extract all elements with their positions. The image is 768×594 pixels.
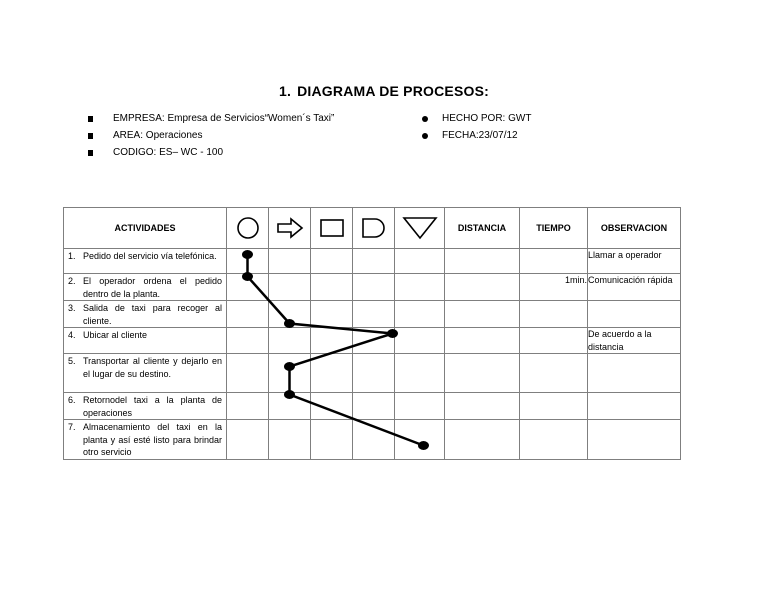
activity-text: Pedido del servicio vía telefónica. [83, 251, 217, 261]
storage-triangle-icon [402, 216, 438, 240]
operation-circle-icon [236, 216, 260, 240]
symbol-cell [353, 249, 395, 274]
symbol-cell [227, 301, 269, 328]
info-item-empresa [88, 110, 334, 127]
info-text: EMPRESA: Empresa de Servicios“Women´s Taxi” [113, 113, 335, 124]
activity-cell [64, 328, 227, 354]
round-bullet-icon [422, 116, 428, 122]
symbol-cell [395, 393, 445, 420]
symbol-cell [269, 420, 311, 460]
distancia-cell [445, 249, 520, 274]
symbol-cell [353, 354, 395, 393]
symbol-cell [227, 393, 269, 420]
symbol-cell [227, 420, 269, 460]
tiempo-cell [520, 328, 588, 354]
tiempo-cell [520, 249, 588, 274]
symbol-cell [227, 328, 269, 354]
symbol-cell [395, 249, 445, 274]
symbol-cell [311, 274, 353, 301]
activity-number: 2. [68, 276, 76, 286]
distancia-cell [445, 328, 520, 354]
header-storage [395, 208, 445, 249]
table-row [64, 301, 681, 328]
table-row [64, 354, 681, 393]
tiempo-cell [520, 420, 588, 460]
symbol-cell [353, 274, 395, 301]
title-text: DIAGRAMA DE PROCESOS: [297, 83, 489, 99]
activity-number: 4. [68, 330, 76, 340]
header-operation [227, 208, 269, 249]
observacion-cell: Llamar a operador [588, 249, 681, 274]
info-list-left [88, 110, 334, 161]
symbol-cell [311, 393, 353, 420]
distancia-cell [445, 354, 520, 393]
distancia-cell [445, 420, 520, 460]
info-item-hecho-por [422, 110, 531, 127]
activity-text: Salida de taxi para recoger al cliente. [83, 303, 222, 326]
info-item-fecha [422, 127, 531, 144]
title-number: 1. [279, 83, 292, 99]
activity-text: El operador ordena el pedido dentro de la planta. [83, 276, 222, 299]
activity-number: 5. [68, 356, 76, 366]
header-delay [353, 208, 395, 249]
symbol-cell [353, 420, 395, 460]
tiempo-cell [520, 354, 588, 393]
header-row [64, 208, 681, 249]
info-list-right [422, 110, 531, 144]
symbol-cell [395, 354, 445, 393]
symbol-cell [227, 249, 269, 274]
header-observacion: OBSERVACION [588, 208, 681, 249]
distancia-cell [445, 393, 520, 420]
symbol-cell [353, 328, 395, 354]
inspection-square-icon [319, 218, 345, 238]
table-row [64, 393, 681, 420]
symbol-cell [269, 301, 311, 328]
header-distancia: DISTANCIA [445, 208, 520, 249]
activity-cell [64, 354, 227, 393]
symbol-cell [395, 274, 445, 301]
info-text: AREA: Operaciones [113, 130, 203, 141]
symbol-cell [269, 354, 311, 393]
observacion-cell [588, 301, 681, 328]
distancia-cell [445, 274, 520, 301]
table-row [64, 420, 681, 460]
activity-number: 6. [68, 395, 76, 405]
tiempo-cell [520, 393, 588, 420]
table-row [64, 328, 681, 354]
info-text: FECHA:23/07/12 [442, 130, 518, 141]
activity-text: Ubicar al cliente [83, 330, 148, 340]
symbol-cell [311, 301, 353, 328]
symbol-cell [395, 328, 445, 354]
observacion-cell [588, 393, 681, 420]
activity-number: 3. [68, 303, 76, 313]
symbol-cell [395, 301, 445, 328]
activity-cell [64, 249, 227, 274]
delay-d-icon [361, 217, 387, 239]
observacion-cell [588, 420, 681, 460]
square-bullet-icon [88, 133, 93, 139]
header-transport [269, 208, 311, 249]
square-bullet-icon [88, 116, 93, 122]
activity-cell [64, 420, 227, 460]
table-row [64, 274, 681, 301]
activity-cell [64, 274, 227, 301]
symbol-cell [353, 393, 395, 420]
symbol-cell [311, 354, 353, 393]
header-inspection [311, 208, 353, 249]
activity-number: 7. [68, 422, 76, 432]
activity-number: 1. [68, 251, 76, 261]
symbol-cell [395, 420, 445, 460]
info-item-codigo [88, 144, 334, 161]
table-row [64, 249, 681, 274]
symbol-cell [353, 301, 395, 328]
observacion-cell [588, 354, 681, 393]
info-text: HECHO POR: GWT [442, 113, 532, 124]
transport-arrow-icon [276, 217, 304, 239]
symbol-cell [269, 249, 311, 274]
symbol-cell [311, 328, 353, 354]
observacion-cell: De acuerdo a la distancia [588, 328, 681, 354]
activity-text: Retornodel taxi a la planta de operaciones [83, 395, 222, 418]
symbol-cell [269, 393, 311, 420]
symbol-cell [269, 328, 311, 354]
process-table [63, 207, 681, 460]
activity-text: Transportar al cliente y dejarlo en el lugar de su destino. [83, 356, 222, 379]
header-tiempo: TIEMPO [520, 208, 588, 249]
tiempo-cell [520, 301, 588, 328]
info-item-area [88, 127, 334, 144]
square-bullet-icon [88, 150, 93, 156]
round-bullet-icon [422, 133, 428, 139]
distancia-cell [445, 301, 520, 328]
symbol-cell [269, 274, 311, 301]
activity-text: Almacenamiento del taxi en la planta y así esté listo para brindar otro servicio [83, 422, 222, 457]
page-title [0, 83, 768, 99]
header-actividades: ACTIVIDADES [64, 208, 227, 249]
observacion-cell: Comunicación rápida [588, 274, 681, 301]
activity-cell [64, 393, 227, 420]
info-text: CODIGO: ES– WC - 100 [113, 147, 224, 158]
symbol-cell [311, 249, 353, 274]
activity-cell [64, 301, 227, 328]
symbol-cell [311, 420, 353, 460]
symbol-cell [227, 354, 269, 393]
symbol-cell [227, 274, 269, 301]
tiempo-cell: 1min. [520, 274, 588, 301]
